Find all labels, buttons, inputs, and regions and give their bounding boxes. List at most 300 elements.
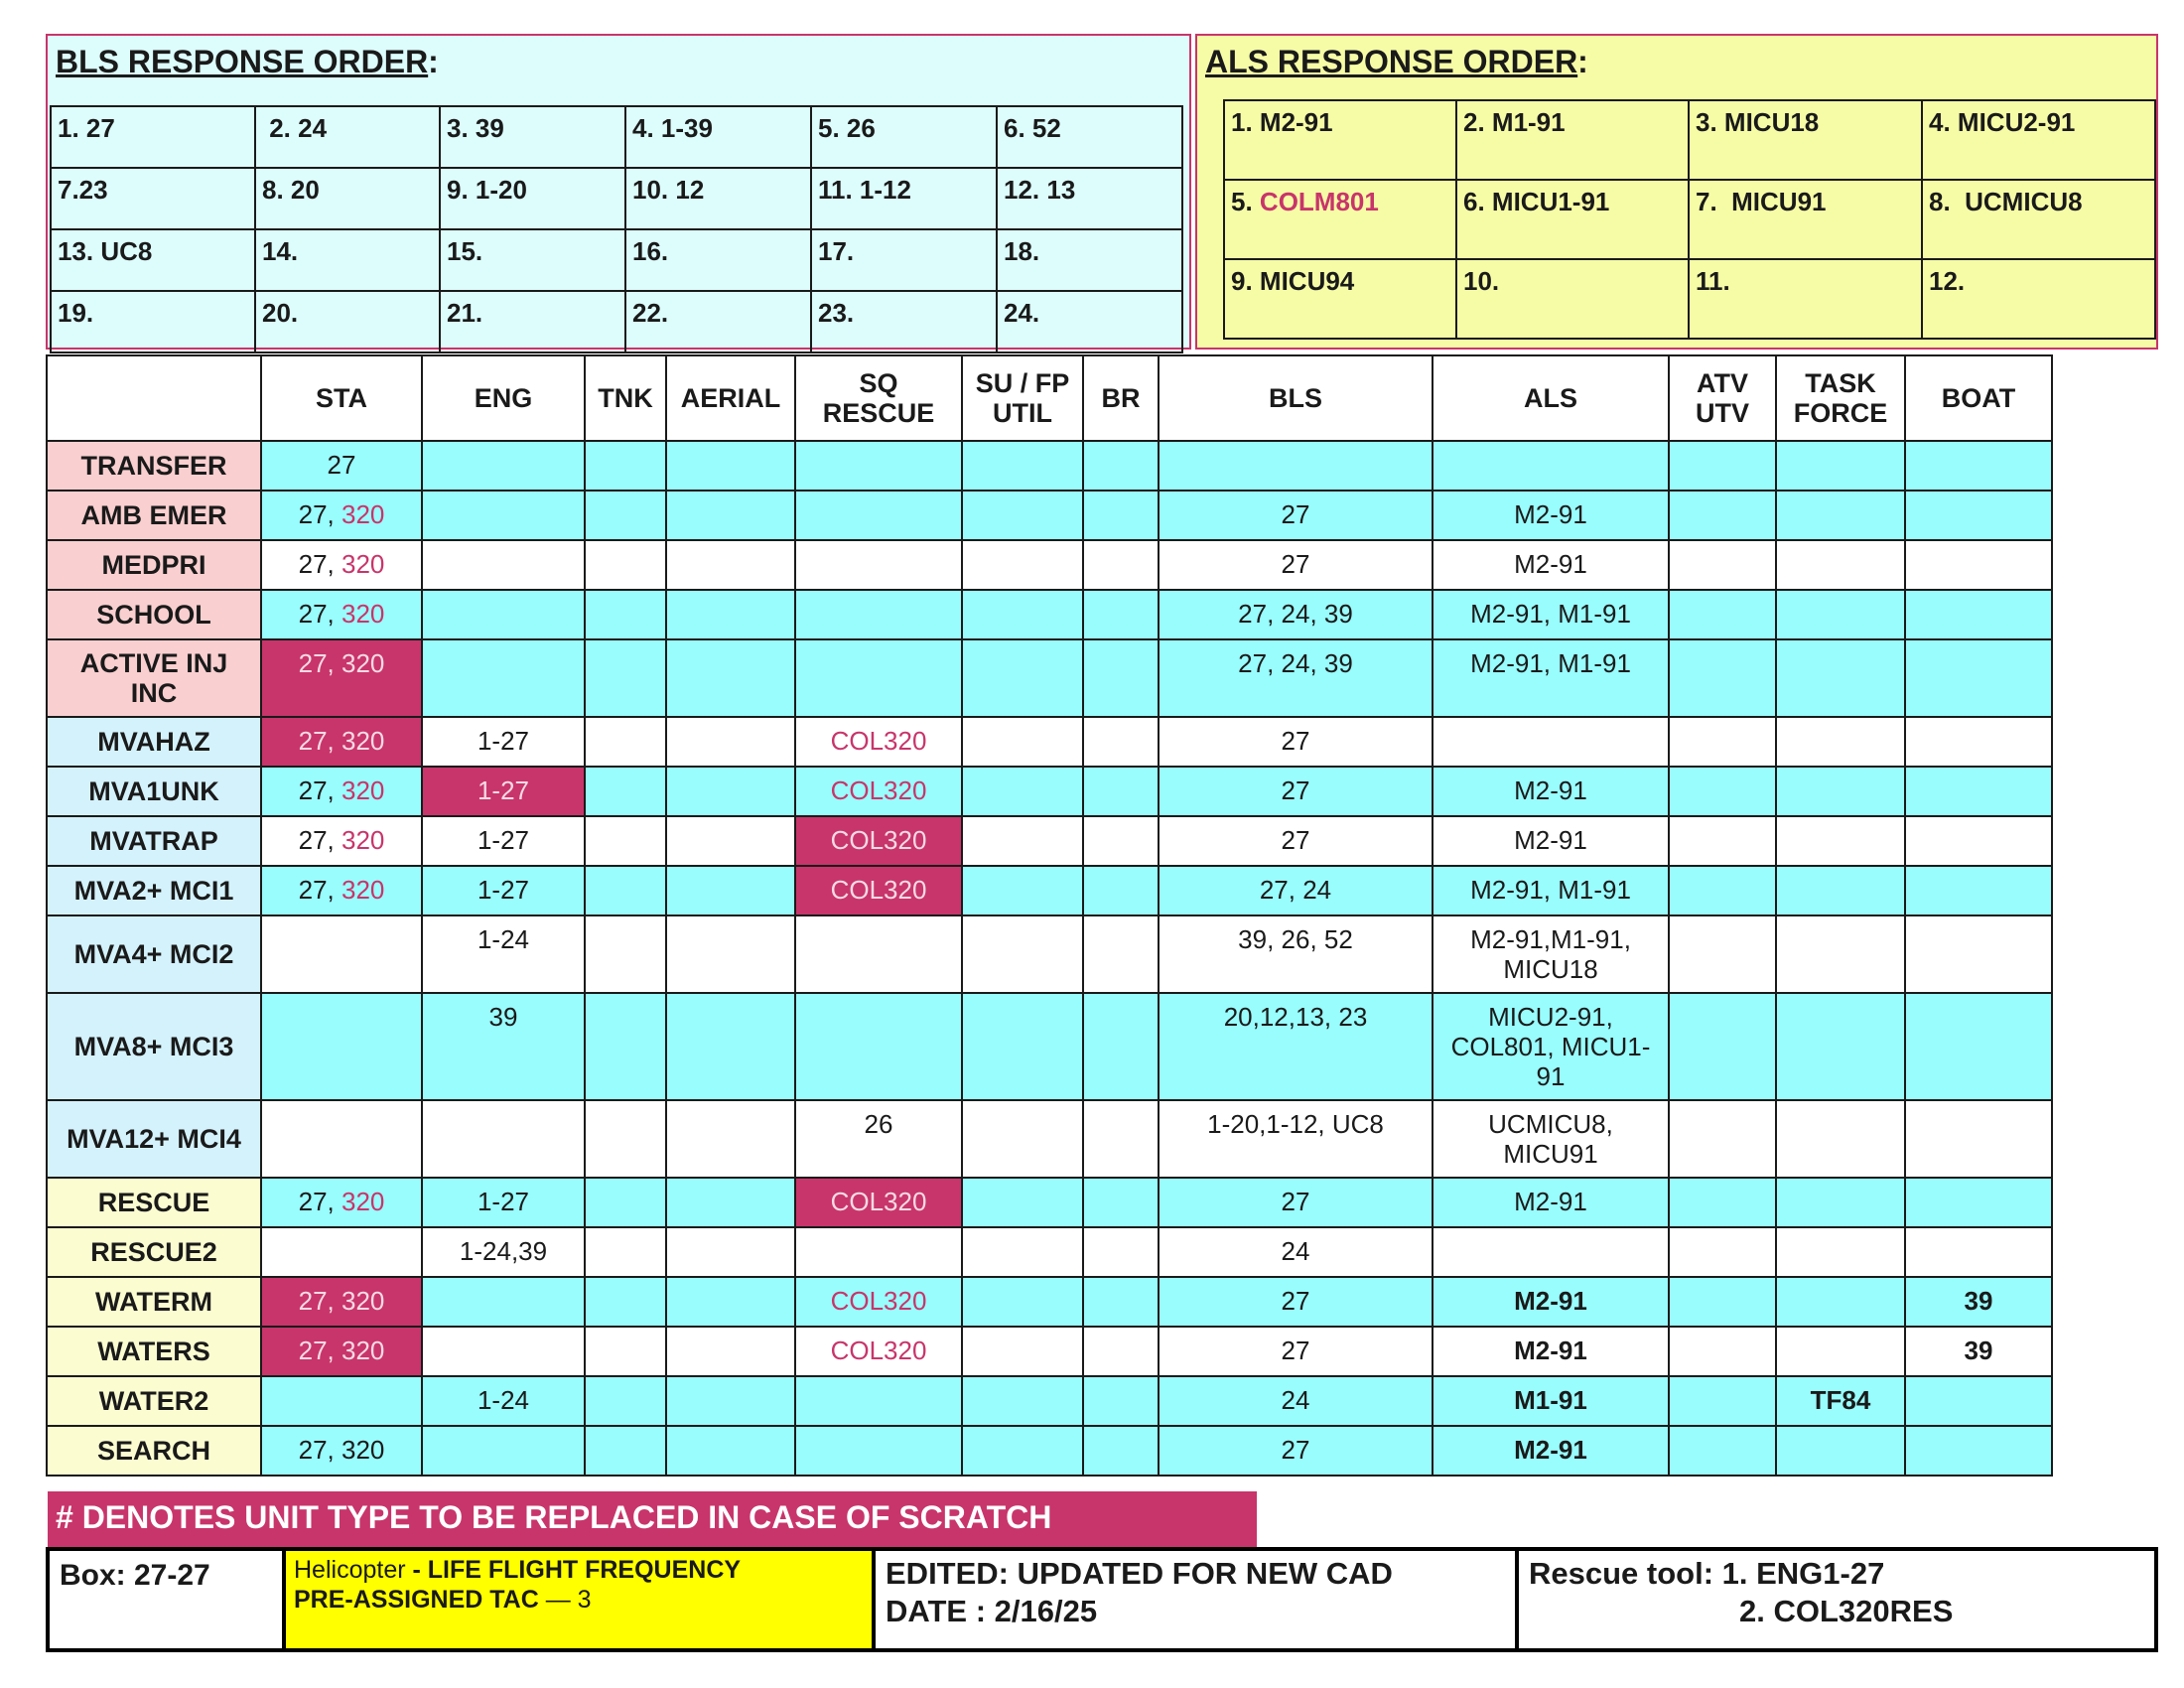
call-type-label-line: MVA4+ MCI2 [73,938,234,969]
bls-order-cell: 18. [997,229,1182,291]
cell-tnk [585,441,666,491]
als-order-text: 8. UCMICU8 [1929,187,2083,216]
cell-br [1083,717,1159,767]
cell-sta [261,866,422,915]
edited-note: EDITED: UPDATED FOR NEW CAD [886,1556,1393,1591]
column-header-boat [1905,355,2052,441]
cell-bls [1159,993,1433,1100]
cell-eng [422,540,585,590]
cell-aerial [666,491,795,540]
cell-unit-replaceable: 320 [341,499,385,529]
cell-su-fp-util [962,1227,1083,1277]
cell-boat [1905,590,2052,639]
cell-bls [1159,717,1433,767]
cell-atv-utv [1669,717,1776,767]
cell-atv-utv [1669,1426,1776,1476]
cell-atv-utv [1669,1327,1776,1376]
header-line: RESCUE [822,398,935,428]
column-header-sta [261,355,422,441]
cell-boat [1905,540,2052,590]
call-type-label-line: MVA1UNK [88,775,219,806]
cell-bls [1159,1227,1433,1277]
cell-sq-rescue [795,1277,962,1327]
cell-tnk [585,816,666,866]
cell-br [1083,540,1159,590]
cell-unit: M2-91 [1514,1286,1587,1316]
cell-unit: 1-24 [477,924,530,954]
grid-row-mva1unk [47,767,2052,816]
cell-unit: M2-91, M1-91 [1470,875,1631,905]
cell-task-force [1776,1277,1905,1327]
cell-task-force [1776,1178,1905,1227]
als-order-cell [1456,259,1689,339]
cell-tnk [585,1376,666,1426]
cell-eng [422,491,585,540]
cell-unit: M2-91 [1514,825,1587,855]
cell-aerial [666,1100,795,1178]
cell-eng [422,441,585,491]
cell-bls [1159,767,1433,816]
cell-als [1433,590,1669,639]
cell-sq-rescue [795,1100,962,1178]
cell-unit-replaceable: 320 [341,549,385,579]
header-line: SU / FP [975,368,1070,398]
cell-tnk [585,866,666,915]
cell-als [1433,1227,1669,1277]
cell-aerial [666,717,795,767]
als-order-text: 11. [1696,266,1730,296]
column-header-task-force [1776,355,1905,441]
cell-aerial [666,639,795,717]
grid-row-rescue2 [47,1227,2052,1277]
cell-eng [422,1100,585,1178]
grid-row-rescue [47,1178,2052,1227]
column-header-atv-utv [1669,355,1776,441]
call-type-label [47,866,261,915]
cell-atv-utv [1669,1227,1776,1277]
cell-tnk [585,1178,666,1227]
cell-sta [261,590,422,639]
cell-bls [1159,1178,1433,1227]
cell-eng [422,717,585,767]
cell-als [1433,639,1669,717]
cell-eng [422,1376,585,1426]
cell-tnk [585,717,666,767]
als-order-text: 6. MICU1-91 [1463,187,1610,216]
cell-sta [261,816,422,866]
header-blank [47,355,261,441]
pre-assigned-tac: PRE-ASSIGNED TAC — 3 [294,1586,592,1614]
cell-boat [1905,767,2052,816]
cell-unit: TF84 [1810,1385,1871,1415]
cell-eng [422,767,585,816]
cell-su-fp-util [962,915,1083,993]
cell-unit: M2-91 [1514,1435,1587,1465]
call-type-label [47,1100,261,1178]
als-response-order-title: ALS RESPONSE ORDER: [1205,44,1588,79]
cell-unit: 26 [864,1109,893,1139]
cell-unit: 27 [1281,1336,1310,1365]
cell-unit: 1-24,39 [459,1236,548,1266]
cell-als [1433,915,1669,993]
cell-als [1433,767,1669,816]
bls-order-cell: 7.23 [51,168,255,229]
cell-unit: 1-27 [477,726,530,756]
cell-unit: 27 [1281,775,1310,805]
cell-tnk [585,1100,666,1178]
cell-sta [261,1277,422,1327]
cell-unit: M2-91 [1514,549,1587,579]
grid-row-mvahaz [47,717,2052,767]
cell-unit: M2-91 [1514,1336,1587,1365]
cell-br [1083,1277,1159,1327]
cell-task-force [1776,491,1905,540]
cell-bls [1159,866,1433,915]
cell-sq-rescue [795,1178,962,1227]
cell-aerial [666,590,795,639]
cell-als [1433,993,1669,1100]
cell-unit-replaceable: COL320 [830,1336,927,1365]
bls-order-cell: 17. [811,229,997,291]
cell-eng [422,1426,585,1476]
bls-order-cell: 14. [255,229,440,291]
cell-als [1433,717,1669,767]
column-header-bls [1159,355,1433,441]
call-type-label-line: MVAHAZ [97,726,210,757]
als-order-cell [1922,259,2155,339]
cell-boat [1905,993,2052,1100]
cell-su-fp-util [962,441,1083,491]
grid-row-amb-emer [47,491,2052,540]
cell-br [1083,441,1159,491]
als-order-cell [1224,259,1456,339]
cell-boat [1905,866,2052,915]
cell-sta [261,639,422,717]
header-line: ATV [1697,368,1748,398]
cell-tnk [585,639,666,717]
cell-bls [1159,1376,1433,1426]
column-header-tnk [585,355,666,441]
call-type-label-line: AMB EMER [80,499,227,530]
header-line: BR [1101,383,1141,413]
cell-sq-rescue [795,1327,962,1376]
call-type-label [47,590,261,639]
cell-aerial [666,993,795,1100]
cell-unit: COL320 [830,825,927,855]
cell-als [1433,491,1669,540]
call-type-label-line: WATERM [95,1286,212,1317]
cell-unit: M2-91 [1514,499,1587,529]
rescue-tool-1: Rescue tool: 1. ENG1-27 [1529,1556,1885,1591]
cell-unit: 39 [1964,1336,1993,1365]
bls-order-cell: 23. [811,291,997,352]
cell-aerial [666,1376,795,1426]
cell-unit: COL320 [830,875,927,905]
cell-sq-rescue [795,767,962,816]
bls-order-cell: 11. 1-12 [811,168,997,229]
cell-unit: 1-27 [477,1187,530,1216]
call-type-label-line: ACTIVE INJ [79,647,228,678]
cell-bls [1159,1277,1433,1327]
als-order-cell [1689,180,1922,259]
call-type-label [47,1178,261,1227]
bls-response-order-panel [46,34,1191,350]
cell-atv-utv [1669,767,1776,816]
cell-sta [261,1178,422,1227]
cell-su-fp-util [962,866,1083,915]
als-order-text: 10. [1463,266,1500,296]
column-header-als [1433,355,1669,441]
cell-sq-rescue [795,1426,962,1476]
cell-unit: 27, 320 [298,1336,385,1365]
cell-eng [422,1227,585,1277]
cell-boat [1905,1178,2052,1227]
cell-unit: 27, 24, 39 [1238,599,1353,629]
cell-unit: 27 [1281,1187,1310,1216]
cell-atv-utv [1669,993,1776,1100]
cell-br [1083,639,1159,717]
call-type-label-line: TRANSFER [80,450,227,481]
cell-unit-replaceable: COL320 [830,726,927,756]
cell-sq-rescue [795,993,962,1100]
cell-boat [1905,1426,2052,1476]
cell-atv-utv [1669,816,1776,866]
cell-task-force [1776,816,1905,866]
call-type-label-line: MVA8+ MCI3 [73,1031,234,1061]
cell-unit: 24 [1281,1236,1310,1266]
als-order-cell [1224,100,1456,180]
cell-sta [261,767,422,816]
cell-unit: 39, 26, 52 [1238,924,1353,954]
cell-aerial [666,866,795,915]
cell-boat [1905,1376,2052,1426]
als-order-cell [1922,180,2155,259]
als-order-text: 7. MICU91 [1696,187,1827,216]
cell-unit-replaceable: COL320 [830,775,927,805]
call-type-label-line: SCHOOL [96,599,211,630]
cell-br [1083,915,1159,993]
call-type-label-line: INC [130,677,178,708]
cell-tnk [585,540,666,590]
bls-order-cell: 8. 20 [255,168,440,229]
bls-order-table [50,105,1183,353]
cell-boat [1905,441,2052,491]
als-order-text: 9. MICU94 [1231,266,1355,296]
cell-sta [261,540,422,590]
bls-order-cell: 21. [440,291,625,352]
cell-br [1083,816,1159,866]
cell-als [1433,1426,1669,1476]
bls-order-cell: 22. [625,291,811,352]
cell-tnk [585,1327,666,1376]
cell-unit: 1-27 [477,825,530,855]
cell-task-force [1776,540,1905,590]
cell-task-force [1776,1426,1905,1476]
cell-als [1433,866,1669,915]
cell-br [1083,491,1159,540]
response-assignment-grid [46,354,2053,1477]
scratch-note-banner: # DENOTES UNIT TYPE TO BE REPLACED IN CASE OF SCRATCH [48,1491,1257,1547]
cell-task-force [1776,441,1905,491]
call-type-label-line: MVA2+ MCI1 [73,875,234,906]
cell-unit: 27, 320 [298,1435,385,1465]
grid-row-active-inj-inc [47,639,2052,717]
call-type-label [47,816,261,866]
cell-eng [422,1277,585,1327]
call-type-label-line: MEDPRI [101,549,206,580]
edit-date: DATE : 2/16/25 [886,1594,1098,1628]
cell-boat [1905,1327,2052,1376]
header-line: BLS [1269,383,1322,413]
cell-unit-replaceable: 320 [341,599,385,629]
header-line: STA [316,383,367,413]
cell-boat [1905,639,2052,717]
cell-unit: 24 [1281,1385,1310,1415]
grid-row-school [47,590,2052,639]
bls-order-cell: 15. [440,229,625,291]
cell-als [1433,1178,1669,1227]
cell-su-fp-util [962,1426,1083,1476]
cell-als [1433,1100,1669,1178]
grid-row-mvatrap [47,816,2052,866]
cell-unit-replaceable: 320 [341,825,385,855]
grid-row-waterm [47,1277,2052,1327]
grid-row-transfer [47,441,2052,491]
cell-br [1083,1327,1159,1376]
cell-boat [1905,1100,2052,1178]
call-type-label-line: RESCUE [97,1187,210,1217]
cell-als [1433,441,1669,491]
cell-unit: 91 [1536,1061,1566,1091]
bls-order-cell: 12. 13 [997,168,1182,229]
header-line: SQ [859,368,898,398]
cell-boat [1905,717,2052,767]
cell-task-force [1776,1100,1905,1178]
header-line: UTIL [993,398,1052,428]
bls-order-cell: 4. 1-39 [625,106,811,168]
als-order-cell [1922,100,2155,180]
call-type-label [47,717,261,767]
cell-bls [1159,915,1433,993]
cell-unit-replaceable: 320 [341,1187,385,1216]
cell-unit: 27, [298,499,341,529]
cell-atv-utv [1669,866,1776,915]
cell-atv-utv [1669,915,1776,993]
cell-eng [422,993,585,1100]
cell-aerial [666,767,795,816]
call-type-label-line: SEARCH [96,1435,210,1466]
als-order-unit-highlight: COLM801 [1259,187,1379,216]
call-type-label [47,1426,261,1476]
cell-atv-utv [1669,540,1776,590]
helicopter-info [286,1551,876,1648]
footer-info-bar [46,1547,2158,1652]
cell-br [1083,590,1159,639]
cell-task-force [1776,1227,1905,1277]
als-order-cell [1224,180,1456,259]
rescue-tool-2: 2. COL320RES [1739,1594,1954,1628]
als-order-text: 2. M1-91 [1463,107,1566,137]
als-order-text: 3. MICU18 [1696,107,1820,137]
cell-sq-rescue [795,866,962,915]
cell-unit: M2-91 [1514,775,1587,805]
edit-info [876,1551,1519,1648]
call-type-label-line: WATERS [97,1336,210,1366]
cell-unit-replaceable: COL320 [830,1286,927,1316]
bls-order-cell: 13. UC8 [51,229,255,291]
cell-unit: MICU2-91, [1488,1002,1613,1032]
column-header-sq-rescue [795,355,962,441]
bls-order-cell: 5. 26 [811,106,997,168]
cell-tnk [585,1227,666,1277]
cell-sq-rescue [795,717,962,767]
grid-row-mva2-mci1 [47,866,2052,915]
call-type-label [47,767,261,816]
cell-boat [1905,1227,2052,1277]
header-line: ALS [1524,383,1577,413]
cell-task-force [1776,767,1905,816]
call-type-label [47,491,261,540]
cell-sq-rescue [795,491,962,540]
als-order-cell [1456,100,1689,180]
cell-unit: 27 [1281,1286,1310,1316]
als-response-order-panel [1195,34,2158,350]
cell-bls [1159,816,1433,866]
cell-unit: 20,12,13, 23 [1223,1002,1368,1032]
cell-unit: 27 [1281,1435,1310,1465]
cell-eng [422,915,585,993]
cell-task-force [1776,639,1905,717]
cell-bls [1159,540,1433,590]
cell-als [1433,1376,1669,1426]
cell-su-fp-util [962,993,1083,1100]
cell-br [1083,866,1159,915]
grid-row-search [47,1426,2052,1476]
cell-eng [422,816,585,866]
cell-boat [1905,915,2052,993]
als-order-cell [1689,100,1922,180]
cell-br [1083,993,1159,1100]
cell-atv-utv [1669,590,1776,639]
cell-sq-rescue [795,441,962,491]
bls-order-cell: 1. 27 [51,106,255,168]
cell-bls [1159,1327,1433,1376]
cell-unit: 27 [1281,549,1310,579]
bls-response-order-title: BLS RESPONSE ORDER: [56,44,439,79]
cell-sta [261,915,422,993]
bls-order-cell: 16. [625,229,811,291]
cell-su-fp-util [962,639,1083,717]
cell-unit: 27, [298,875,341,905]
cell-unit: 27 [1281,825,1310,855]
cell-task-force [1776,1327,1905,1376]
cell-sq-rescue [795,590,962,639]
grid-row-waters [47,1327,2052,1376]
als-order-cell [1456,180,1689,259]
grid-row-mva4-mci2 [47,915,2052,993]
cell-br [1083,1227,1159,1277]
cell-eng [422,866,585,915]
cell-unit: MICU18 [1503,954,1598,984]
header-line: TNK [598,383,653,413]
helicopter-frequency: Helicopter - LIFE FLIGHT FREQUENCY [294,1556,742,1584]
column-header-aerial [666,355,795,441]
cell-unit: 27 [327,450,356,480]
als-order-text: 5. [1231,187,1260,216]
cell-task-force [1776,590,1905,639]
cell-unit: COL801, MICU1- [1450,1032,1651,1061]
als-order-text: 1. M2-91 [1231,107,1333,137]
